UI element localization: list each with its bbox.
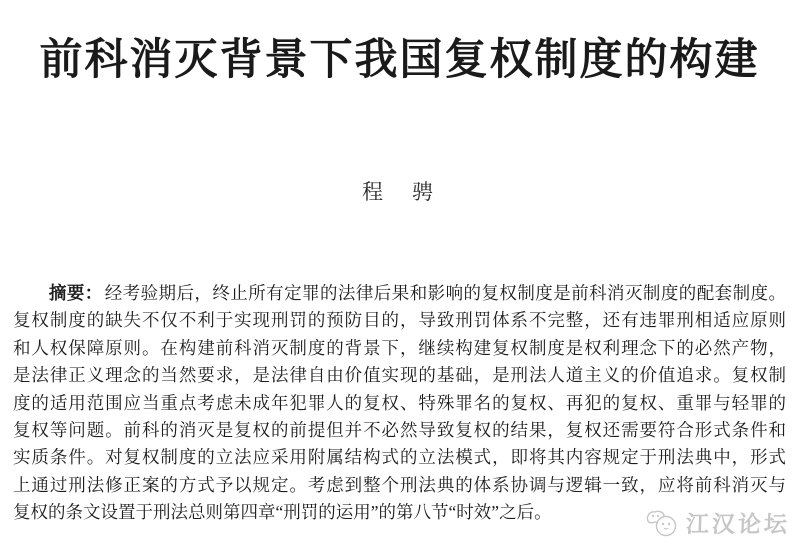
abstract-line: 复权等问题。前科的消灭是复权的前提但并不必然导致复权的结果，复权还需要符合形式条件和: [13, 419, 786, 440]
abstract-line: 实质条件。对复权制度的立法应采用附属结构式的立法模式，即将其内容规定于刑法典中，形式: [13, 447, 786, 468]
abstract-line: 是法律正义理念的当然要求，是法律自由价值实现的基础，是刑法人道主义的价值追求。复权制: [13, 365, 786, 386]
abstract-label: 摘要：: [48, 283, 103, 303]
watermark-text: 江汉论坛: [685, 512, 791, 537]
abstract-line: 复权制度的缺失不仅不利于实现刑罚的预防目的，导致刑罚体系不完整，还有违罪刑相适应原则: [13, 310, 786, 331]
article-title: 前科消灭背景下我国复权制度的构建: [39, 37, 760, 84]
author-name: 程 骋: [362, 180, 437, 204]
abstract-paragraph: [13, 280, 786, 527]
abstract-line: 上通过刑法修正案的方式予以规定。考虑到整个刑法典的体系协调与逻辑一致，应将前科消灭与: [13, 474, 786, 495]
abstract-line: 度的适用范围应当重点考虑未成年犯罪人的复权、特殊罪名的复权、再犯的复权、重罪与轻罪的: [13, 392, 786, 413]
abstract-line: 和人权保障原则。在构建前科消灭制度的背景下，继续构建复权制度是权利理念下的必然产物，: [13, 337, 786, 358]
abstract-line: 复权的条文设置于刑法总则第四章“刑罚的运用”的第八节“时效”之后。: [13, 502, 552, 523]
abstract-line-text: 经考验期后，终止所有定罪的法律后果和影响的复权制度是前科消灭制度的配套制度。: [104, 283, 786, 303]
watermark: [645, 506, 790, 539]
jianghan-forum-logo-icon: [645, 507, 681, 539]
abstract-line: [13, 280, 786, 307]
